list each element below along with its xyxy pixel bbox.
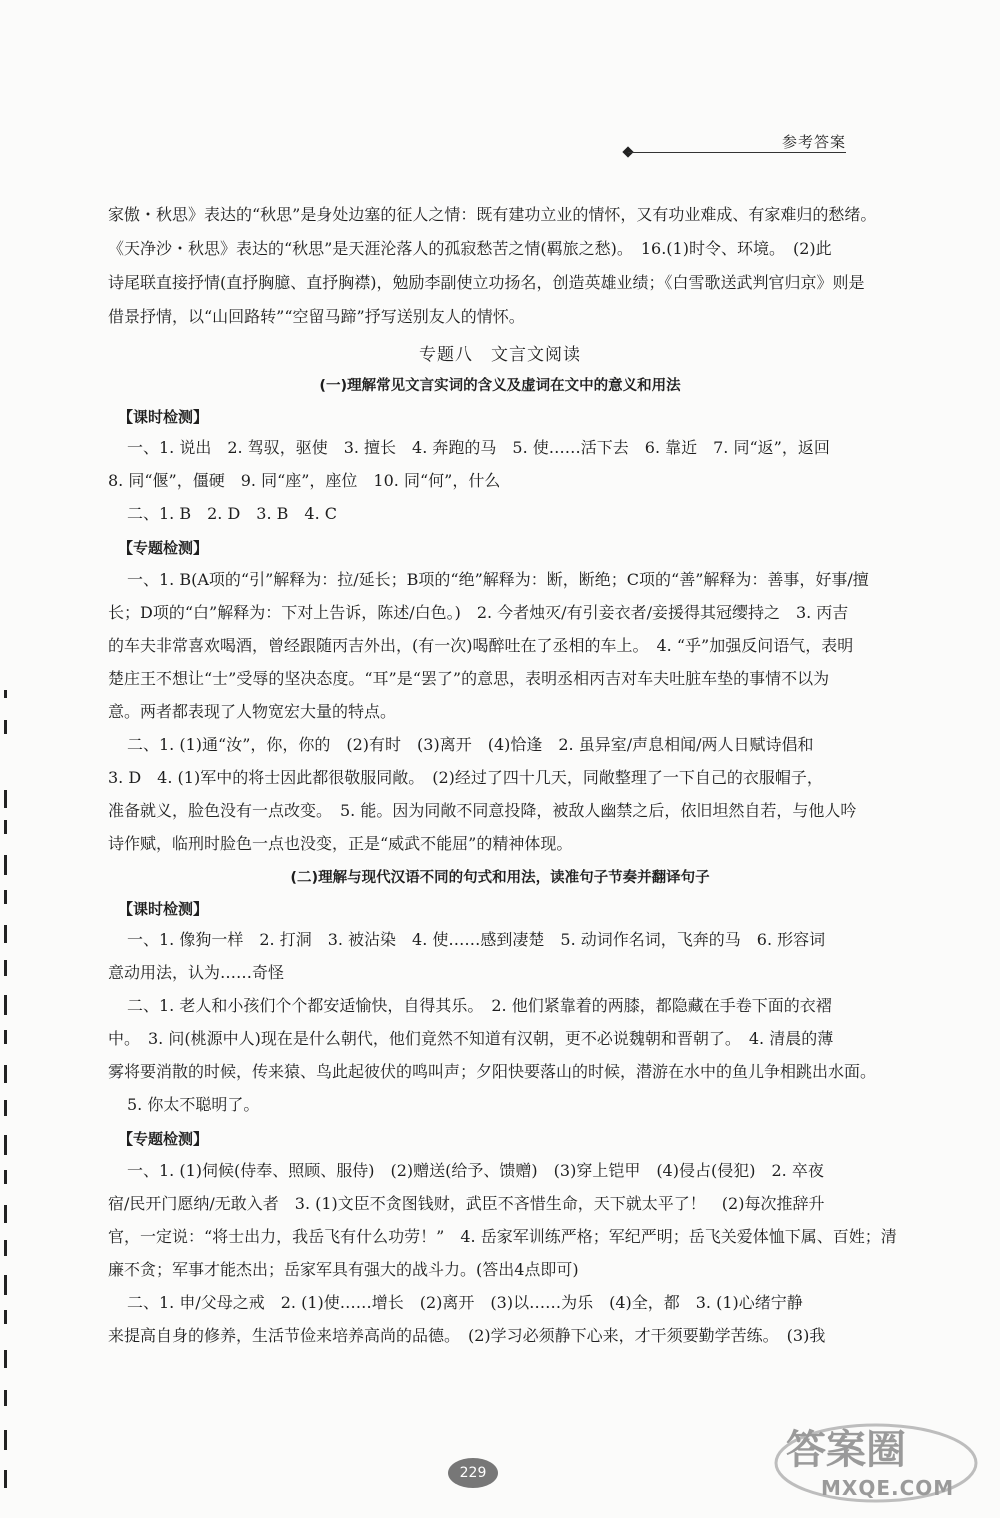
text-line: 《天净沙・秋思》表达的“秋思”是天涯沦落人的孤寂愁苦之情(羁旅之愁)。 16.(1)时令、环境。 (2)此 <box>108 239 832 258</box>
text-line: 家傲・秋思》表达的“秋思”是身处边塞的征人之情：既有建功立业的情怀，又有功业难成、有家难归的愁绪。 <box>108 205 877 224</box>
text-line: 5. 你太不聪明了。 <box>127 1095 260 1114</box>
subsection-title: (一)理解常见文言实词的含义及虚词在文中的意义和用法 <box>319 378 681 394</box>
text-line: 二、1. 老人和小孩们个个都安适愉快，自得其乐。 2. 他们紧靠着的两膝，都隐藏在手卷下面的衣褶 <box>127 996 832 1015</box>
section-tag: 【专题检测】 <box>118 1130 209 1148</box>
page-number-badge: 229 <box>448 1458 498 1488</box>
text-line: 廉不贪；军事才能杰出；岳家军具有强大的战斗力。(答出4点即可) <box>108 1260 579 1279</box>
text-line: 二、1. (1)通“汝”，你，你的 (2)有时 (3)离开 (4)恰逢 2. 虽异室/声息相闻/两人日赋诗倡和 <box>127 735 814 754</box>
text-line: 借景抒情，以“山回路转”“空留马蹄”抒写送别友人的情怀。 <box>108 307 525 326</box>
watermark: 答案圈 MXQE.COM <box>726 1408 986 1508</box>
text-line: 8. 同“偃”，僵硬 9. 同“座”，座位 10. 同“何”，什么 <box>108 471 501 490</box>
text-line: 宿/民开门愿纳/无敢入者 3. (1)文臣不贪图钱财，武臣不吝惜生命，天下就太平了！ (2)每次推辞升 <box>108 1194 825 1213</box>
section-tag: 【课时检测】 <box>118 408 209 426</box>
text-line: 二、1. B 2. D 3. B 4. C <box>127 504 337 523</box>
text-line: 一、1. 像狗一样 2. 打洞 3. 被沾染 4. 使……感到凄楚 5. 动词作名词，飞奔的马 6. 形容词 <box>127 930 826 949</box>
text-line: 诗尾联直接抒情(直抒胸臆、直抒胸襟)，勉励李副使立功扬名，创造英雄业绩；《白雪歌送武判官归京》则是 <box>108 273 865 292</box>
subsection-title: (二)理解与现代汉语不同的句式和用法，读准句子节奏并翻译句子 <box>290 870 710 886</box>
text-line: 一、1. B(A项的“引”解释为：拉/延长；B项的“绝”解释为：断，断绝；C项的“善”解释为：善事，好事/擅 <box>127 570 869 589</box>
header-rule <box>628 152 846 153</box>
section-tag: 【专题检测】 <box>118 539 209 557</box>
text-line: 准备就义，脸色没有一点改变。 5. 能。因为同敞不同意投降，被敌人幽禁之后，依旧坦然自若，与他人吟 <box>108 801 857 820</box>
text-line: 意。两者都表现了人物宽宏大量的特点。 <box>108 702 397 721</box>
text-line: 雾将要消散的时候，传来猿、鸟此起彼伏的鸣叫声；夕阳快要落山的时候，潜游在水中的鱼儿争相跳出水面。 <box>108 1062 877 1081</box>
text-line: 3. D 4. (1)军中的将士因此都很敬服同敞。 (2)经过了四十几天，同敞整理了一下自己的衣服帽子， <box>108 768 823 787</box>
text-line: 官，一定说：“将士出力，我岳飞有什么功劳！” 4. 岳家军训练严格；军纪严明；岳飞关爱体恤下属、百姓；清 <box>108 1227 897 1246</box>
text-line: 意动用法，认为……奇怪 <box>108 963 285 982</box>
text-line: 长；D项的“白”解释为：下对上告诉，陈述/白色。) 2. 今者烛灭/有引妾衣者/妾援得其冠缨持之 3. 丙吉 <box>108 603 849 622</box>
text-line: 来提高自身的修养，生活节俭来培养高尚的品德。 (2)学习必须静下心来，才干须要勤学苦练。 (3)我 <box>108 1326 826 1345</box>
text-line: 诗作赋，临刑时脸色一点也没变，正是“威武不能屈”的精神体现。 <box>108 834 573 853</box>
text-line: 楚庄王不想让“士”受辱的坚决态度。“耳”是“罢了”的意思，表明丞相丙吉对车夫吐脏车垫的事情不以为 <box>108 669 830 688</box>
page-header-label: 参考答案 <box>782 133 847 151</box>
text-line: 二、1. 申/父母之戒 2. (1)使……增长 (2)离开 (3)以……为乐 (4)全，都 3. (1)心绪宁静 <box>127 1293 803 1312</box>
text-line: 一、1. (1)伺候(侍奉、照顾、服侍) (2)赠送(给予、馈赠) (3)穿上铠甲 (4)侵占(侵犯) 2. 卒夜 <box>127 1161 824 1180</box>
text-line: 中。 3. 问(桃源中人)现在是什么朝代，他们竟然不知道有汉朝，更不必说魏朝和晋朝了。 4. 清晨的薄 <box>108 1029 834 1048</box>
section-title: 专题八 文言文阅读 <box>419 345 581 365</box>
text-line: 的车夫非常喜欢喝酒，曾经跟随丙吉外出，(有一次)喝醉吐在了丞相的车上。 4. “乎”加强反问语气，表明 <box>108 636 854 655</box>
text-line: 一、1. 说出 2. 驾驭，驱使 3. 擅长 4. 奔跑的马 5. 使……活下去 6. 靠近 7. 同“返”，返回 <box>127 438 830 457</box>
binding-margin-marks <box>2 690 16 1510</box>
section-tag: 【课时检测】 <box>118 900 209 918</box>
